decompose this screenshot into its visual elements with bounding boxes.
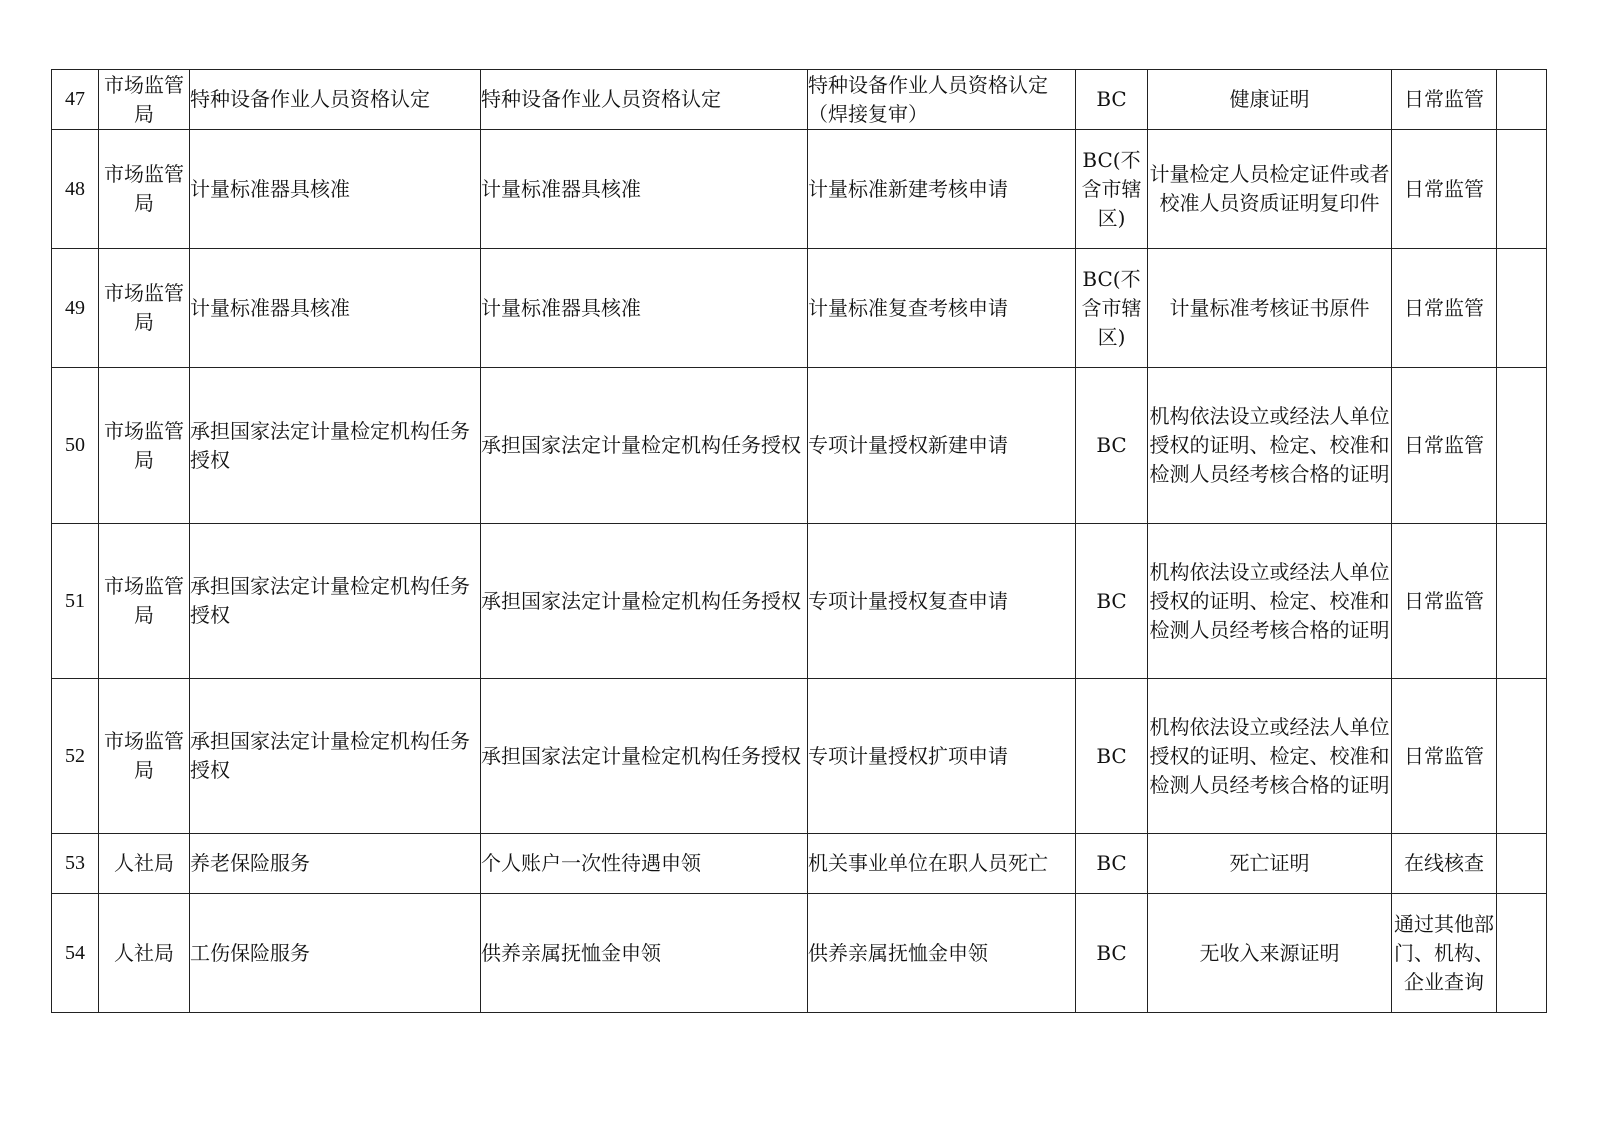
table-body xyxy=(52,70,1547,1013)
case-cell: 机关事业单位在职人员死亡 xyxy=(808,834,1076,894)
item-name-cell: 工伤保险服务 xyxy=(190,894,481,1013)
note-cell xyxy=(1497,679,1547,834)
item-name-cell: 特种设备作业人员资格认定 xyxy=(190,70,481,130)
scope-cell: BC xyxy=(1076,679,1148,834)
department-cell: 市场监管局 xyxy=(99,130,190,249)
note-cell xyxy=(1497,834,1547,894)
case-cell: 专项计量授权复查申请 xyxy=(808,524,1076,679)
scope-cell: BC xyxy=(1076,524,1148,679)
subitem-name-cell: 特种设备作业人员资格认定 xyxy=(481,70,808,130)
verification-method-cell: 通过其他部门、机构、企业查询 xyxy=(1392,894,1497,1013)
material-cell: 健康证明 xyxy=(1148,70,1392,130)
item-name-cell: 养老保险服务 xyxy=(190,834,481,894)
scope-cell: BC(不含市辖区) xyxy=(1076,249,1148,368)
department-cell: 市场监管局 xyxy=(99,679,190,834)
item-name-cell: 计量标准器具核准 xyxy=(190,130,481,249)
material-cell: 机构依法设立或经法人单位授权的证明、检定、校准和检测人员经考核合格的证明 xyxy=(1148,679,1392,834)
material-cell: 机构依法设立或经法人单位授权的证明、检定、校准和检测人员经考核合格的证明 xyxy=(1148,524,1392,679)
row-number: 54 xyxy=(52,894,99,1013)
scope-cell: BC xyxy=(1076,70,1148,130)
subitem-name-cell: 个人账户一次性待遇申领 xyxy=(481,834,808,894)
case-cell: 专项计量授权新建申请 xyxy=(808,368,1076,524)
row-number: 51 xyxy=(52,524,99,679)
scope-cell: BC(不含市辖区) xyxy=(1076,130,1148,249)
note-cell xyxy=(1497,524,1547,679)
table-row xyxy=(52,679,1547,834)
scope-cell: BC xyxy=(1076,368,1148,524)
verification-method-cell: 日常监管 xyxy=(1392,679,1497,834)
verification-method-cell: 在线核查 xyxy=(1392,834,1497,894)
item-name-cell: 承担国家法定计量检定机构任务授权 xyxy=(190,524,481,679)
subitem-name-cell: 计量标准器具核准 xyxy=(481,249,808,368)
department-cell: 人社局 xyxy=(99,834,190,894)
verification-method-cell: 日常监管 xyxy=(1392,524,1497,679)
note-cell xyxy=(1497,249,1547,368)
department-cell: 市场监管局 xyxy=(99,368,190,524)
verification-method-cell: 日常监管 xyxy=(1392,70,1497,130)
row-number: 49 xyxy=(52,249,99,368)
department-cell: 市场监管局 xyxy=(99,249,190,368)
table-row xyxy=(52,249,1547,368)
item-name-cell: 计量标准器具核准 xyxy=(190,249,481,368)
scope-cell: BC xyxy=(1076,834,1148,894)
table-row xyxy=(52,368,1547,524)
material-cell: 死亡证明 xyxy=(1148,834,1392,894)
case-cell: 计量标准复查考核申请 xyxy=(808,249,1076,368)
table-row xyxy=(52,894,1547,1013)
table-row xyxy=(52,130,1547,249)
subitem-name-cell: 承担国家法定计量检定机构任务授权 xyxy=(481,524,808,679)
case-cell: 专项计量授权扩项申请 xyxy=(808,679,1076,834)
subitem-name-cell: 承担国家法定计量检定机构任务授权 xyxy=(481,368,808,524)
verification-method-cell: 日常监管 xyxy=(1392,249,1497,368)
subitem-name-cell: 承担国家法定计量检定机构任务授权 xyxy=(481,679,808,834)
case-cell: 特种设备作业人员资格认定（焊接复审） xyxy=(808,70,1076,130)
note-cell xyxy=(1497,70,1547,130)
material-cell: 机构依法设立或经法人单位授权的证明、检定、校准和检测人员经考核合格的证明 xyxy=(1148,368,1392,524)
item-name-cell: 承担国家法定计量检定机构任务授权 xyxy=(190,679,481,834)
table-row xyxy=(52,70,1547,130)
note-cell xyxy=(1497,894,1547,1013)
note-cell xyxy=(1497,368,1547,524)
department-cell: 人社局 xyxy=(99,894,190,1013)
row-number: 50 xyxy=(52,368,99,524)
row-number: 47 xyxy=(52,70,99,130)
case-cell: 供养亲属抚恤金申领 xyxy=(808,894,1076,1013)
case-cell: 计量标准新建考核申请 xyxy=(808,130,1076,249)
subitem-name-cell: 计量标准器具核准 xyxy=(481,130,808,249)
table-row xyxy=(52,524,1547,679)
row-number: 48 xyxy=(52,130,99,249)
row-number: 53 xyxy=(52,834,99,894)
note-cell xyxy=(1497,130,1547,249)
material-cell: 无收入来源证明 xyxy=(1148,894,1392,1013)
table-row xyxy=(52,834,1547,894)
subitem-name-cell: 供养亲属抚恤金申领 xyxy=(481,894,808,1013)
verification-method-cell: 日常监管 xyxy=(1392,368,1497,524)
verification-method-cell: 日常监管 xyxy=(1392,130,1497,249)
material-cell: 计量标准考核证书原件 xyxy=(1148,249,1392,368)
certification-items-table xyxy=(51,69,1547,1013)
department-cell: 市场监管局 xyxy=(99,70,190,130)
department-cell: 市场监管局 xyxy=(99,524,190,679)
scope-cell: BC xyxy=(1076,894,1148,1013)
row-number: 52 xyxy=(52,679,99,834)
item-name-cell: 承担国家法定计量检定机构任务授权 xyxy=(190,368,481,524)
material-cell: 计量检定人员检定证件或者校准人员资质证明复印件 xyxy=(1148,130,1392,249)
